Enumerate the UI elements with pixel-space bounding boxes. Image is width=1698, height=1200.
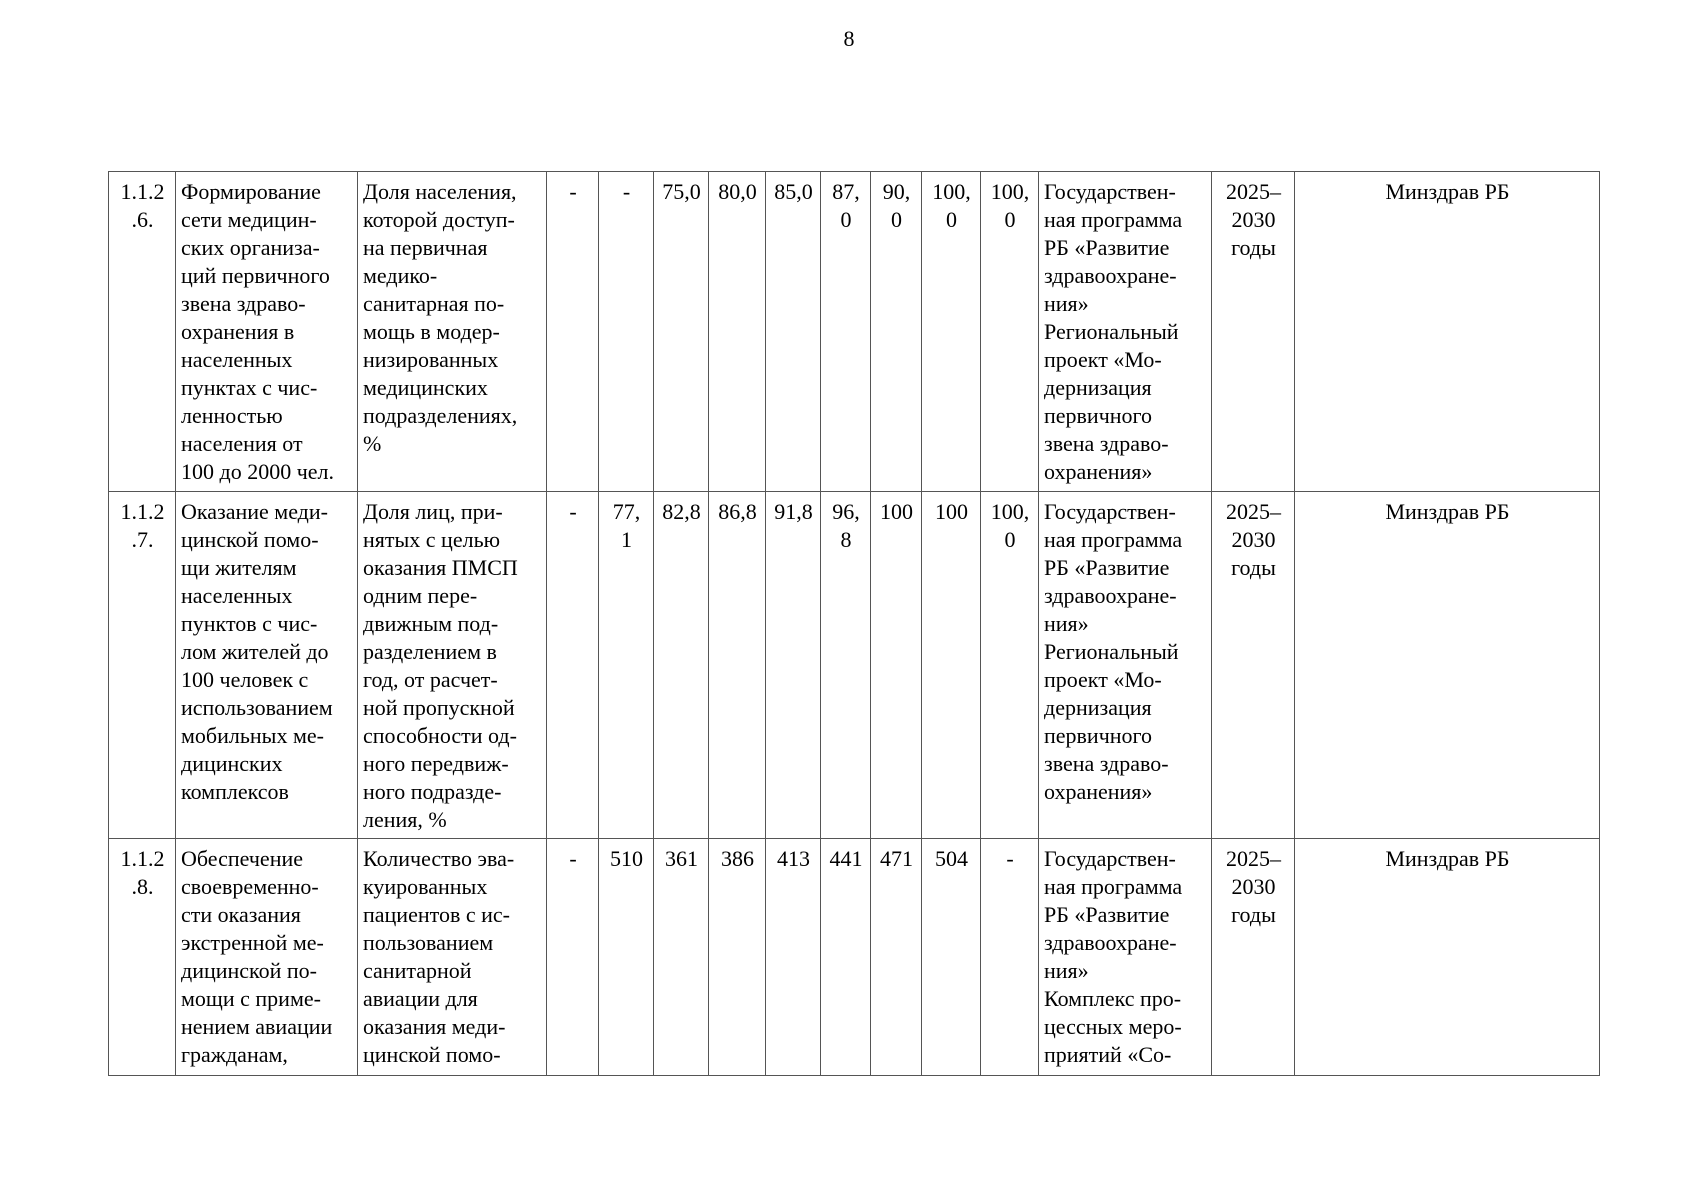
value-cell: 85,0 xyxy=(766,172,821,492)
value-cell: - xyxy=(547,492,599,839)
value-cell: - xyxy=(547,172,599,492)
measure-text: Обеспечение своевременно- сти оказания экстренной ме- дицинской по- мощи с приме- нением авиации гражданам, xyxy=(176,839,358,1076)
period-text: 2025– 2030 годы xyxy=(1212,172,1295,492)
row-code: 1.1.2 .7. xyxy=(109,492,176,839)
period-text: 2025– 2030 годы xyxy=(1212,839,1295,1076)
value-cell: 100, 0 xyxy=(981,492,1039,839)
indicator-text: Количество эва- куированных пациентов с ис- пользованием санитарной авиации для оказания меди- цинской помо- xyxy=(358,839,547,1076)
table-row xyxy=(109,172,1600,492)
value-cell: 413 xyxy=(766,839,821,1076)
row-code: 1.1.2 .8. xyxy=(109,839,176,1076)
value-cell: 100 xyxy=(922,492,981,839)
value-cell: 82,8 xyxy=(654,492,709,839)
value-cell: 86,8 xyxy=(709,492,766,839)
value-cell: - xyxy=(547,839,599,1076)
measure-text: Оказание меди- цинской помо- щи жителям населенных пунктов с чис- лом жителей до 100 человек с использованием мобильных ме- дицинских комплексов xyxy=(176,492,358,839)
executor-text: Минздрав РБ xyxy=(1295,839,1600,1076)
table-row xyxy=(109,492,1600,839)
value-cell: 441 xyxy=(821,839,871,1076)
measure-text: Формирование сети медицин- ских организа- ций первичного звена здраво- охранения в населенных пунктах с чис- ленностью населения от 100 до 2000 чел. xyxy=(176,172,358,492)
value-cell: 100, 0 xyxy=(981,172,1039,492)
indicator-text: Доля лиц, при- нятых с целью оказания ПМСП одним пере- движным под- разделением в год, от расчет- ной пропускной способности од- ного передвиж- ного подразде- ления, % xyxy=(358,492,547,839)
value-cell: 75,0 xyxy=(654,172,709,492)
program-table xyxy=(108,171,1600,1076)
value-cell: 77, 1 xyxy=(599,492,654,839)
value-cell: 510 xyxy=(599,839,654,1076)
program-text: Государствен- ная программа РБ «Развитие здравоохране- ния» Комплекс про- цессных меро- приятий «Со- xyxy=(1039,839,1212,1076)
program-text: Государствен- ная программа РБ «Развитие здравоохране- ния» Региональный проект «Мо- дернизация первичного звена здраво- охранения» xyxy=(1039,492,1212,839)
program-text: Государствен- ная программа РБ «Развитие здравоохране- ния» Региональный проект «Мо- дернизация первичного звена здраво- охранения» xyxy=(1039,172,1212,492)
row-code: 1.1.2 .6. xyxy=(109,172,176,492)
period-text: 2025– 2030 годы xyxy=(1212,492,1295,839)
value-cell: - xyxy=(981,839,1039,1076)
value-cell: 87, 0 xyxy=(821,172,871,492)
value-cell: 100, 0 xyxy=(922,172,981,492)
executor-text: Минздрав РБ xyxy=(1295,172,1600,492)
value-cell: - xyxy=(599,172,654,492)
value-cell: 361 xyxy=(654,839,709,1076)
indicator-text: Доля населения, которой доступ- на первичная медико- санитарная по- мощь в модер- низированных медицинских подразделениях, % xyxy=(358,172,547,492)
table-row xyxy=(109,839,1600,1076)
value-cell: 91,8 xyxy=(766,492,821,839)
page-number: 8 xyxy=(843,26,855,51)
value-cell: 100 xyxy=(871,492,922,839)
value-cell: 96, 8 xyxy=(821,492,871,839)
value-cell: 80,0 xyxy=(709,172,766,492)
executor-text: Минздрав РБ xyxy=(1295,492,1600,839)
value-cell: 504 xyxy=(922,839,981,1076)
value-cell: 386 xyxy=(709,839,766,1076)
value-cell: 90, 0 xyxy=(871,172,922,492)
value-cell: 471 xyxy=(871,839,922,1076)
